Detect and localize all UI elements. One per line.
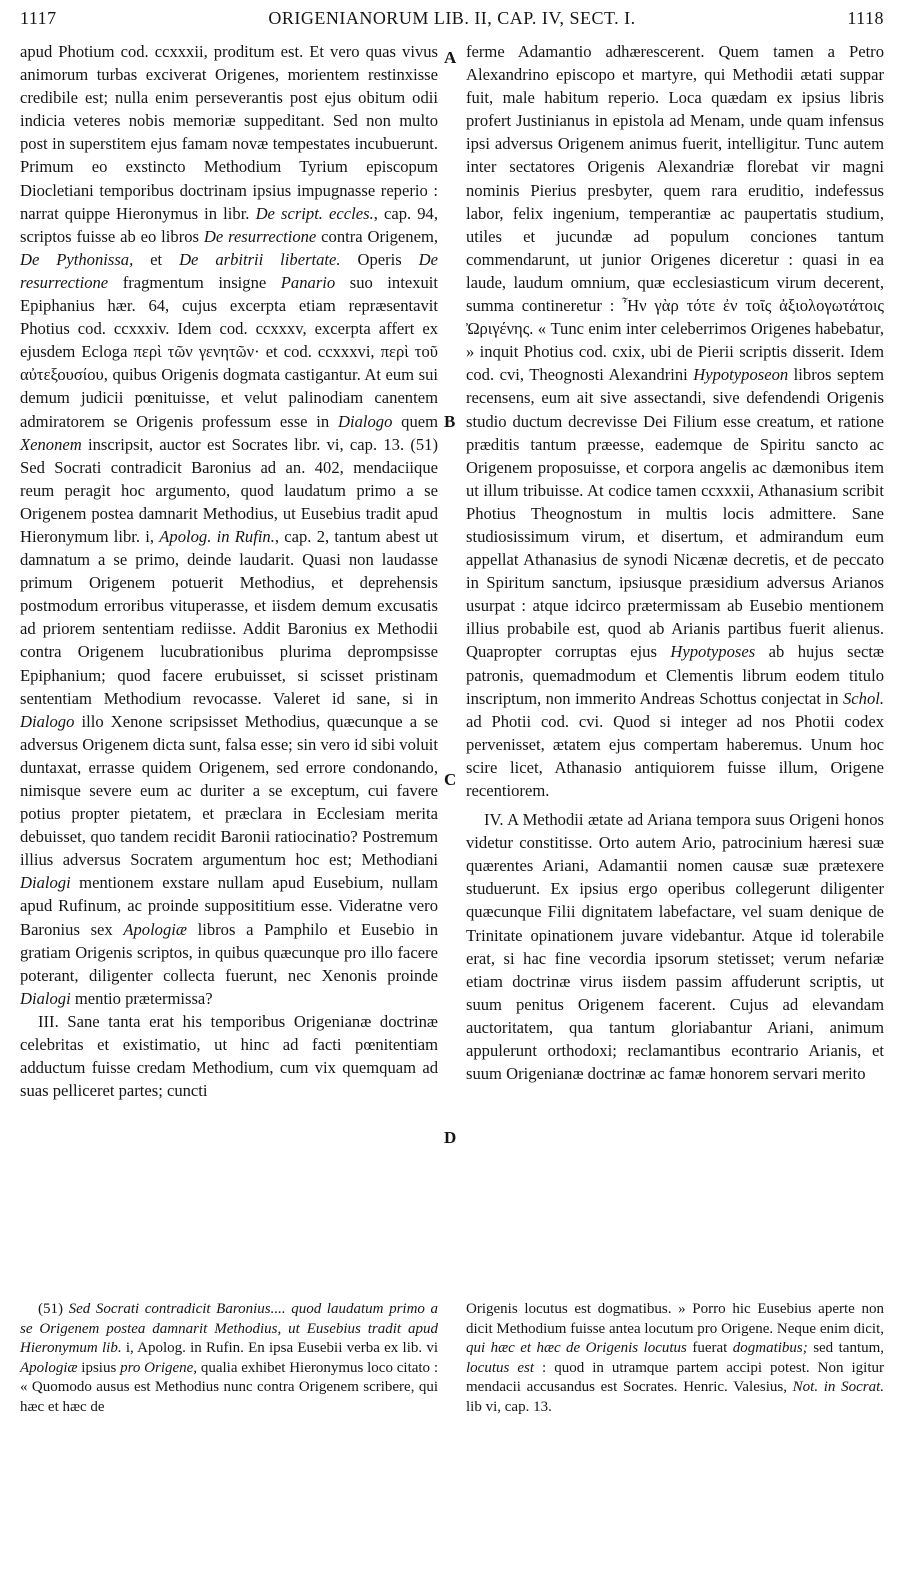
footnote-left: (51) Sed Socrati contradicit Baronius.... quod laudatum primo a se Origenem postea damnarit Methodius, ut Eusebius tradit apud Hieronymum lib. i, Apolog. in Rufin. En ipsa Eusebii verba ex lib. vi Apologiæ ipsius pro Origene, qualia exhibet Hieronymus loco citato : « Quomodo ausus est Methodius nunc contra Origenem scribere, qui hæc et hæc de — [20, 1301, 439, 1415]
running-header — [20, 8, 884, 38]
margin-letter-b: B — [444, 412, 456, 431]
paragraph-right-2: IV. A Methodii ætate ad Ariana tempora suus Origeni honos videtur constitisse. Orto autem Ario, patrocinium hæresi suæ quærentes Ariani, Adamantii nomen causæ suæ prætexere studuerunt. Ex ipsius ergo operibus collegerunt diligenter quæcunque Filii dignitatem labefactare, vel suam denique de Trinitate opinationem juvare videbantur. Atque id tolerabile erat, si hac fine vecordia ipsorum stetisset; verum nefariæ etiam doctrinæ virus iisdem passim affuderunt scriptis, ut suum penitus Origenem facerent. Cujus ad elevandam auctoritatem, qua tantum gloriabantur Ariani, animum appulerunt orthodoxi; reclamantibus econtrario Arianis, et suum Origenianæ doctrinæ ac famæ honorem servari merito — [466, 810, 884, 1084]
paragraph-left-2: III. Sane tanta erat his temporibus Origenianæ doctrinæ celebritas et existimatio, ut hinc ad facti pœnitentiam adductum fuisse credam Methodium, cum vix quemquam ad suas pelliceret partes; cuncti — [20, 1011, 438, 1101]
paragraph-right-1: ferme Adamantio adhærescerent. Quem tamen a Petro Alexandrino episcopo et martyre, qui Methodii ætati suppar fuit, male habitum reperio. Loca quædam ex ipsius libris profert Justinianus in epistola ad Menam, unde quam infensus ipsi adversus Origenem animus fuerit, intelligitur. Tunc autem inter sectatores Origenis Alexandriæ florebat vir magni nominis Pierius presbyter, quem rara eruditio, indefessus labor, felix ingenium, temperantiæ ac paupertatis studium, utiles et jucundæ ad populum conciones tantum commendarunt, ut junior Origenes diceretur : quasi in ea laude, laudum omnium, quæ ecclesiasticum virum decerent, summa contineretur : Ἦν γὰρ τότε ἐν τοῖς ἀξιολογωτάτοις Ὠριγένης. « Tunc enim inter celeberrimos Origenes habebatur, » inquit Photius cod. cxix, ubi de Pierii scriptis disserit. Idem cod. cvi, Theognosti Alexandrini Hypotyposeon libros septem recensens, eum ait sive assectandi, sive defendendi Origenis studio ductum decrevisse Dei Filium esse creatum, et ratione præditis tantum præesse, eademque de Spiritu sancto ac Origenem proposuisse, et corpora angelis ac dæmonibus item ut illum tribuisse. At codice tamen ccxxxii, Athanasium scribit Photius Theognostum in multis locis admittere. Sane studiosissimum virum, et disertum, et admirandum eum appellat Athanasius de synodi Nicænæ decretis, et de peccato in Spiritum sanctum, ipsiusque præsidium adversus Arianos usurpat : atque idcirco prætermissam ab Eusebio mentionem illius probabile est, quod ab Arianis partibus fuerit alienus. Quapropter corruptas ejus Hypotyposes ab hujus sectæ patronis, quemadmodum et Clementis librum eodem titulo inscriptum, non immerito Andreas Schottus conjectat in Schol. ad Photii cod. cvi. Quod si integer ad nos Photii codex pervenisset, ætatem ejus compertam haberemus. Unum hoc scire licet, Athanasio antiquiorem fuisse illum, Origene recentiorem. — [466, 42, 884, 800]
running-title: ORIGENIANORUM LIB. II, CAP. IV, SECT. I. — [268, 8, 636, 28]
paragraph-left-1: apud Photium cod. ccxxxii, proditum est. Et vero quas vivus animorum turbas exciverat Origenes, morientem restinxisse credibile est; nulla enim perseverantis post ejus obitum odii indicia veteres nobis memoriæ suppeditant. Sed non multo post in superstitem ejus famam novæ tempestates incubuerunt. Primum eo exstincto Methodium Tyrium episcopum Diocletiani temporibus doctrinam ipsius impugnasse reperio : narrat quippe Hieronymus in libr. De script. eccles., cap. 94, scriptos fuisse ab eo libros De resurrectione contra Origenem, De Pythonissa, et De arbitrii libertate. Operis De resurrectione fragmentum insigne Panario suo intexuit Epiphanius hær. 64, cujus excerpta etiam repræsentavit Photius cod. ccxxxiv. Idem cod. ccxxxv, excerpta affert ex ejusdem Ecloga περὶ τῶν γενητῶν· et cod. ccxxxvi, περὶ τοῦ αὐτεξουσίου, quibus Origenis dogmata castigantur. At eum sui demum judicii pœnituisse, et velut palinodiam canentem admiratorem se Origenis professum esse in Dialogo quem Xenonem inscripsit, auctor est Socrates libr. vi, cap. 13. (51) Sed Socrati contradicit Baronius ad an. 402, mendaciique reum peragit hoc argumento, quod laudatum primo a se Origenem postea damnarit Methodius, ut Eusebius tradit apud Hieronymum libr. i, Apolog. in Rufin., cap. 2, tantum abest ut damnatum a se primo, deinde laudarit. Quasi non laudasse primum Origenem potuerit Methodius, et deprehensis postmodum erroribus vituperasse, et iisdem demum excusatis ad priorem sententiam rediisse. Addit Baronius ex Methodii contra Origenem lucubrationibus plurima deprompsisse Epiphanium; quod facere erubuisset, si scisset pristinam sententiam Methodium revocasse. Valeret id sane, si in Dialogo illo Xenone scripsisset Methodius, quæcunque a se adversus Origenem dicta sunt, falsa esse; sin vero id sibi voluit duntaxat, errasse quidem Origenem, sed errore condonando, nimisque severe eum ac duriter a se exceptum, cui favere potius propter pietatem, et præclara in Ecclesiam merita debuisset, quo tandem recidit Baronii ratiocinatio? Postremum illius adversus Socratem argumentum hoc est; Methodiani Dialogi mentionem exstare nullam apud Eusebium, nullam apud Rufinum, ac proinde supposititium esse. Videratne vero Baronius sex Apologiæ libros a Pamphilo et Eusebio in gratiam Origenis scriptos, in quibus quæcunque pro illo facere poterant, diligenter collecta fuerunt, nec Xenonis proinde Dialogi mentio prætermissa? — [20, 42, 439, 1008]
margin-letter-d: D — [444, 1128, 457, 1147]
margin-letter-a: A — [444, 48, 457, 67]
margin-letter-c: C — [444, 770, 457, 789]
footnote-right: Origenis locutus est dogmatibus. » Porro hic Eusebius aperte non dicit Methodium fuisse antea locutum pro Origene. Neque enim dicit, qui hæc et hæc de Origenis locutus fuerat dogmatibus; sed tantum, locutus est : quod in utramque partem accipi potest. Non igitur mendacii accusandus est Socrates. Henric. Valesius, Not. in Socrat. lib vi, cap. 13. — [466, 1301, 885, 1415]
right-column — [466, 40, 884, 1085]
right-page-number: 1118 — [847, 8, 884, 28]
left-column — [20, 40, 438, 1102]
left-page-number: 1117 — [20, 8, 57, 28]
